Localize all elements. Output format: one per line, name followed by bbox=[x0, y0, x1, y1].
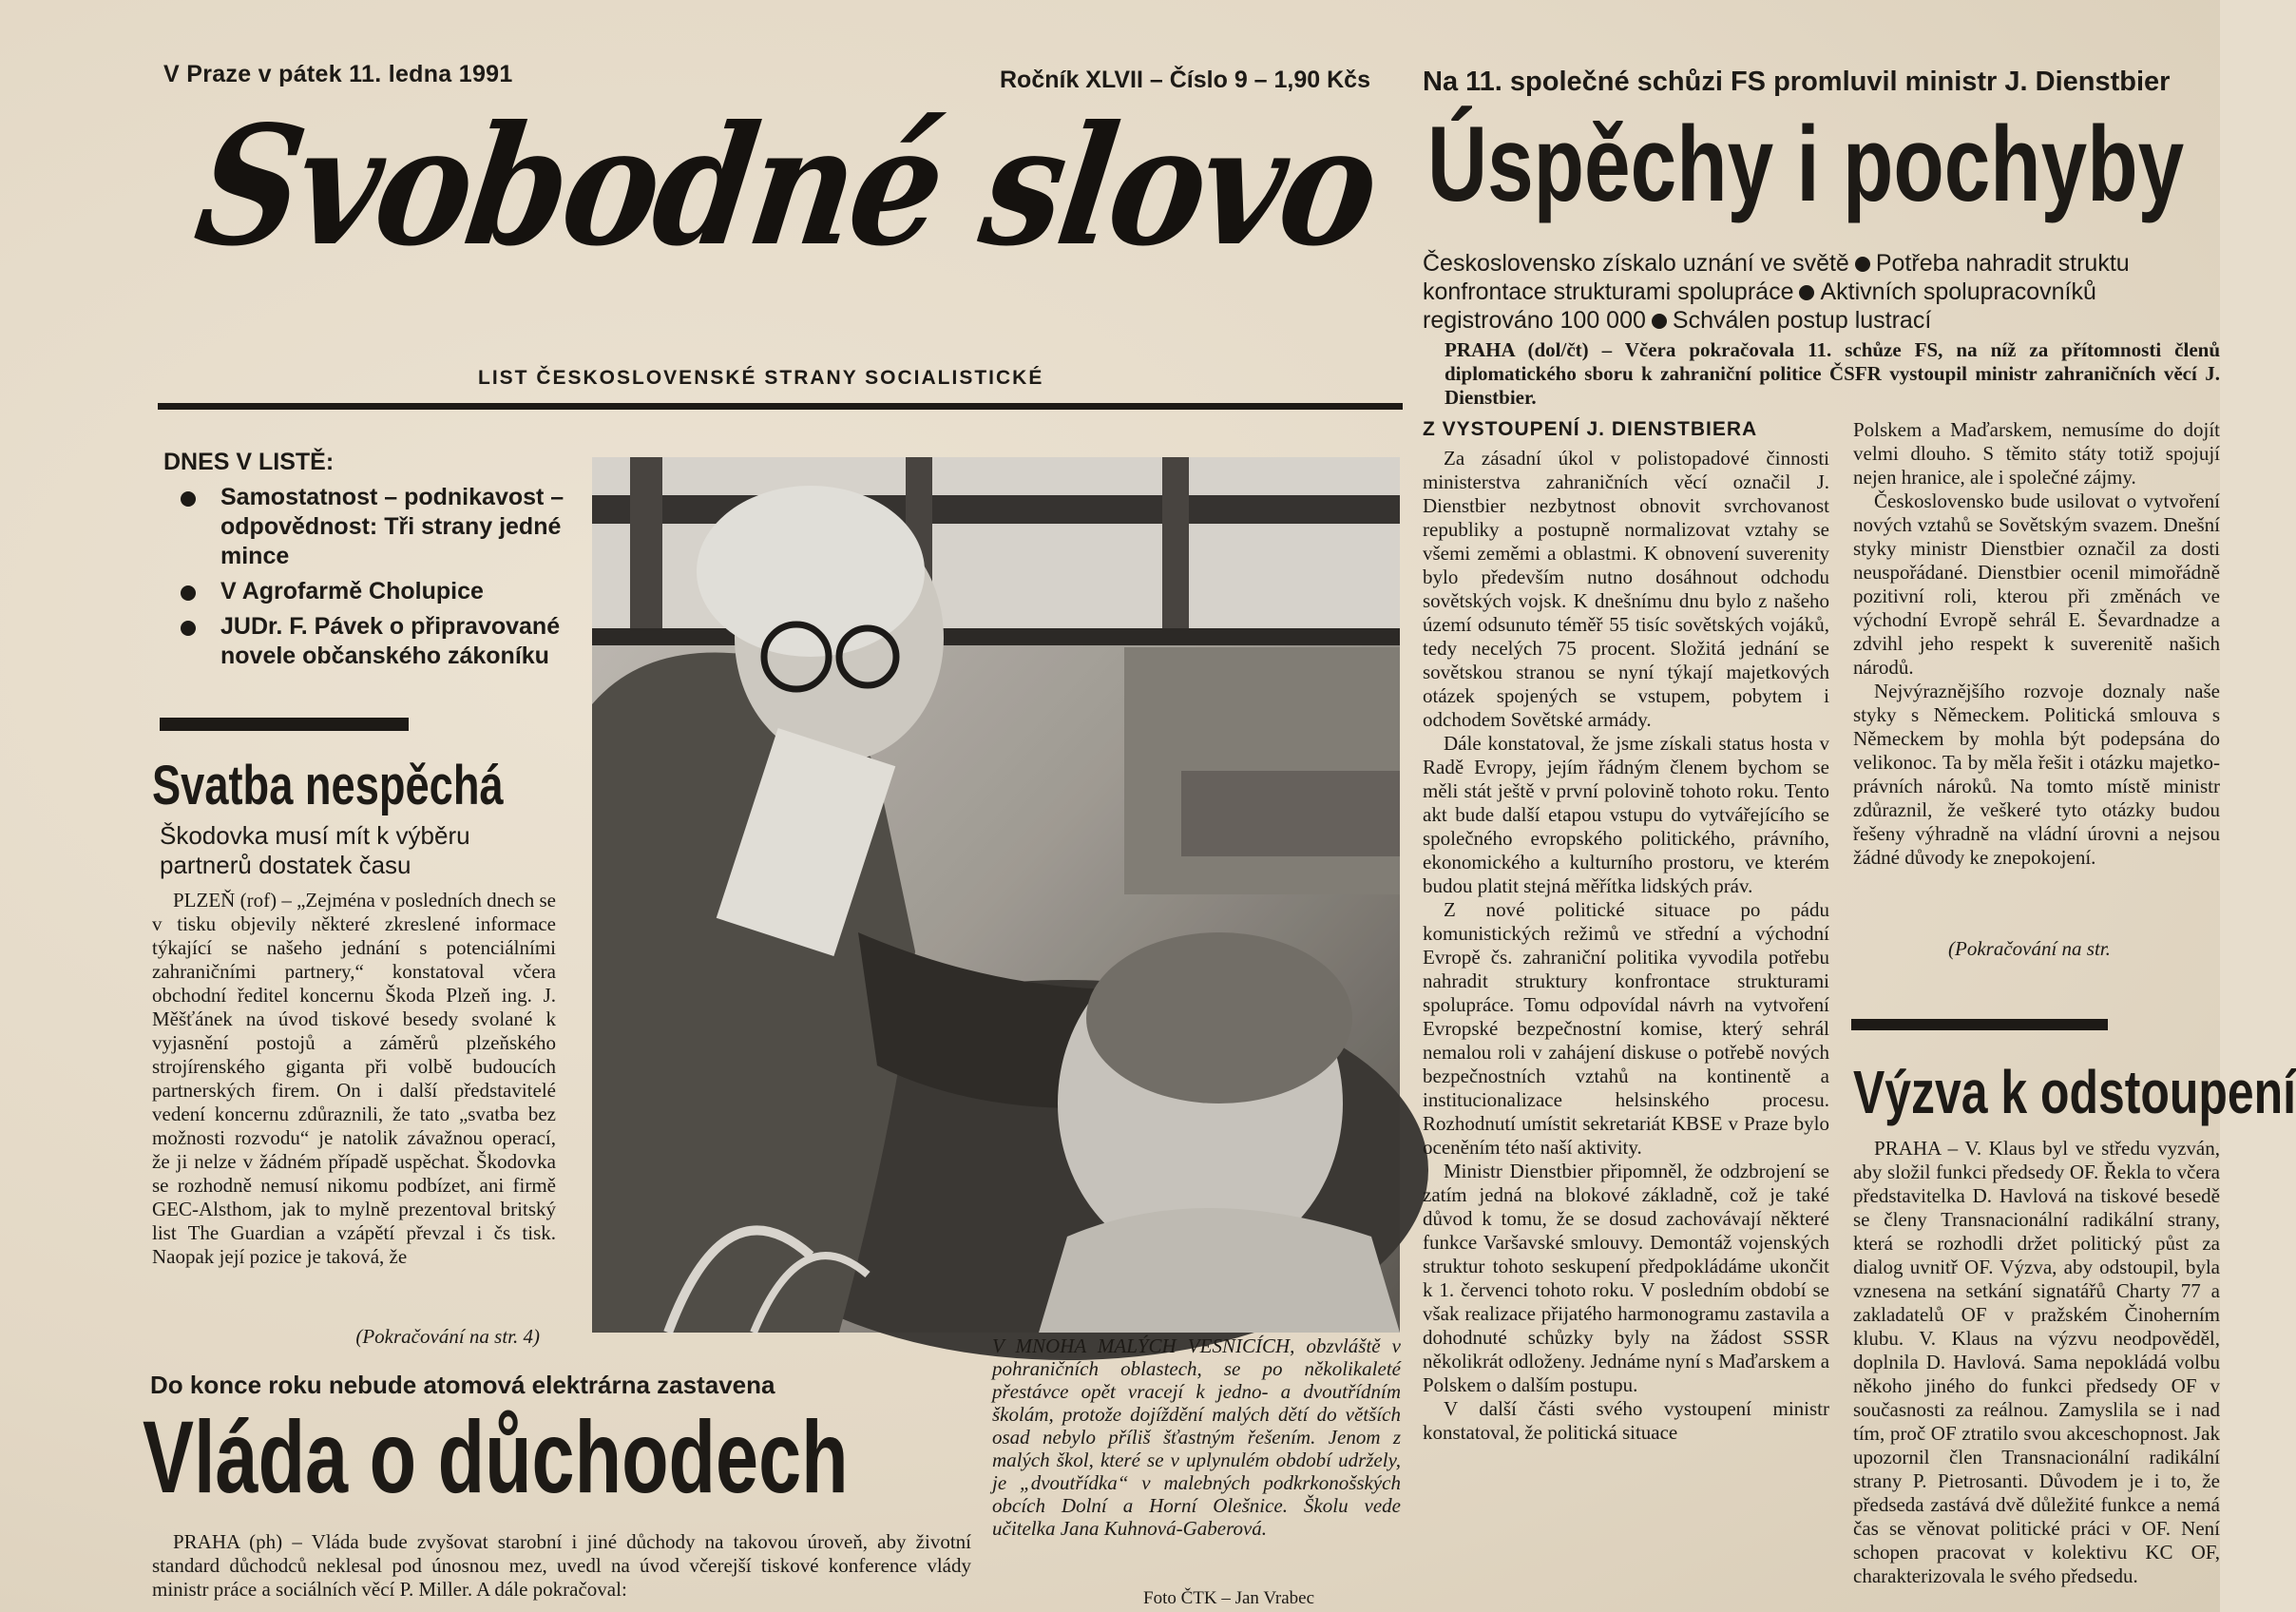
svatba-headline: Svatba nespěchá bbox=[152, 755, 504, 816]
svatba-body: PLZEŇ (rof) – „Zejména v posledních dnech se v tisku objevily některé zkreslené informace týkající se našeho jednání s potenciálními zahraničními partnery,“ konstatoval včera obchodní ředitel koncernu Škoda Plzeň ing. J. Měšťánek na úvod tiskové besedy svolané k vyjasnění postojů a záměrů plzeňského strojírenského giganta při volbě budoucích partnerských firem. On i další představitelé vedení koncernu zdůraznili, že tato „svatba bez možnosti rozvodu“ je natolik závažnou operací, že ji nelze v žádném případě uspěchat. Škodovka se rozhodně nemusí nikomu podbízet, ani firmě GEC-Alsthom, jak to mylně prezentoval britský list The Guardian a vzápětí převzal i čs tisk. Naopak její pozice je taková, že bbox=[152, 889, 556, 1268]
masthead-rule bbox=[158, 403, 1403, 410]
masthead-subtitle: LIST ČESKOSLOVENSKÉ STRANY SOCIALISTICKÉ bbox=[478, 367, 1044, 389]
vyzva-body: PRAHA – V. Klaus byl ve středu vyzván, aby složil funkci předsedy OF. Řekla to včera představitelka D. Havlová na tiskové besedě se členy Transnacionální radikální strany, která se rozhodli držet politický půst za dialog uvnitř OF. Výzva, aby odstoupil, byla vznesena na setkání signatářů Charty 77 a zakladatelů OF v pražském Činoherním klubu. V. Klaus na výzvu neodpověděl, doplnila D. Havlová. Sama nepokládá volbu někoho jiného do funkci předsedy OF v současnosti za reálnou. Zamyslila se i nad tím, proč OF ztratilo svou akceschopnost. Jak upozornil člen Transnacionální radikální strany P. Pietrosanti. Důvodem je i to, že předseda zastává dvě důležité funkce a nemá čas se věnovat politické práci v OF. Není schopen pracovat v kolektivu KC OF, charakterizovala le svého předsedu. bbox=[1853, 1137, 2220, 1587]
dienstbier-lead: PRAHA (dol/čt) – Včera pokračovala 11. schůze FS, na níž za přítomnosti členů diplomatického sboru k zahraniční politice ČSFR vystoupil ministr zahraničních věcí J. Dienstbier. bbox=[1445, 338, 2220, 409]
photo-teacher-child bbox=[592, 457, 1400, 1333]
svatba-deck: Škodovka musí mít k výběru partnerů dostatek času bbox=[160, 821, 470, 879]
bullet-dot bbox=[1799, 285, 1814, 300]
dienstbier-deck: Československo získalo uznání ve světě Potřeba nahradit struktu konfrontace strukturami spolupráce Aktivních spolupracovníků registrováno 100 000 Schválen postup lustrací bbox=[1423, 250, 2130, 334]
vlada-body: PRAHA (ph) – Vláda bude zvyšovat starobní i jiné důchody na takovou úroveň, aby životní standard důchodců neklesal pod únosnou mez, uvedl na úvod včerejší tiskové konference vlády ministr práce a sociálních věcí P. Miller. A dále pokračoval: bbox=[152, 1530, 971, 1601]
list-item: V Agrofarmě Cholupice bbox=[171, 577, 570, 606]
section-rule bbox=[160, 718, 409, 731]
list-item: JUDr. F. Pávek o připravované novele občanského zákoníku bbox=[171, 612, 570, 671]
dienstbier-continued: (Pokračování na str. bbox=[1948, 937, 2111, 960]
bullet-dot bbox=[1855, 257, 1870, 272]
vyzva-headline: Výzva k odstoupení bbox=[1853, 1058, 2296, 1126]
masthead-title: Svobodné slovo bbox=[185, 90, 1387, 283]
dienstbier-headline: Úspěchy i pochyby bbox=[1427, 105, 2185, 223]
bullet-dot bbox=[1652, 314, 1667, 329]
classroom-photo-image bbox=[592, 457, 1400, 1333]
dnes-heading: DNES V LISTĚ: bbox=[163, 449, 335, 475]
issue-info: Ročník XLVII – Číslo 9 – 1,90 Kčs bbox=[1000, 67, 1370, 93]
svatba-continued: (Pokračování na str. 4) bbox=[355, 1325, 540, 1348]
dienstbier-col2: Polskem a Maďarskem, nemusíme do dojít velmi dlouho. S těmito státy totiž spojují nejen hranice, ale i společné zájmy. Československo bude usilovat o vytvoření nových vztahů se Sovětským svazem. Dnešní styky ministr Dienstbier označil za dosti neuspořádané. Dienstbier ocenil mimořádně pozitivní roli, kterou při změnách ve východní Evropě sehrál E. Ševardnadze a zdvihl jeho respekt k suverenitě našich národů. Nejvýraznějšího rozvoje doznaly naše styky s Německem. Politická smlouva s Německem by mohla být podepsána do velikonoc. Ta by měla řešit i otázku majetko-právních nároků. Na tomto místě ministr zdůraznil, že veškeré tyto otázky budou řešeny výhradně na vládní úrovni a nejsou žádné důvody ke znepokojení. bbox=[1853, 418, 2220, 869]
photo-credit: Foto ČTK – Jan Vrabec bbox=[1143, 1588, 1315, 1608]
dateline: V Praze v pátek 11. ledna 1991 bbox=[163, 61, 513, 87]
list-item: Samostatnost – podnikavost – odpovědnost: Tři strany jedné mince bbox=[171, 483, 570, 571]
section-rule bbox=[1851, 1019, 2108, 1030]
vlada-headline: Vláda o důchodech bbox=[143, 1399, 849, 1514]
dienstbier-subhead: Z VYSTOUPENÍ J. DIENSTBIERA bbox=[1423, 418, 1758, 440]
photo-caption: V MNOHA MALÝCH VESNICÍCH, obzvláště v pohraničních oblastech, se po několikaleté přestávce opět vracejí k jedno- a dvoutřídním školám, protože dojíždění malých dětí do větších osad nebylo příliš šťastným řešením. Jenom z malých škol, které se v uplynulém období udržely, je „dvoutřídka“ v malebných podkrkonošských obcích Dolní a Horní Olešnice. Školu vede učitelka Jana Kuhnová-Gaberová. bbox=[992, 1334, 1401, 1540]
dnes-list bbox=[171, 483, 570, 677]
dienstbier-kicker: Na 11. společné schůzi FS promluvil ministr J. Dienstbier bbox=[1423, 67, 2171, 97]
vlada-kicker: Do konce roku nebude atomová elektrárna zastavena bbox=[150, 1371, 775, 1399]
dienstbier-col1: Za zásadní úkol v polistopadové činnosti ministerstva zahraničních věcí označil J. Dienstbier nezbytnost obnovit svrchovanost republiky a postupně normalizovat vztahy se všemi zeměmi a oblastmi. K obnovení suverenity bylo především nutno dosáhnout odchodu sovětských vojsk. K dnešnímu dnu bylo z našeho území odsunuto téměř 55 tisíc sovětských vojáků, tedy necelých 75 procent. Složitá jednání se sovětskou stranou se nyní týkají majetkových otázek spojených se vstupem, pobytem i odchodem Sovětské armády. Dále konstatoval, že jsme získali status hosta v Radě Evropy, jejím řádným členem bychom se měli stát ještě v první polovině tohoto roku. Tento akt bude další etapou vstupu do vytvářejícího se společného evropského politického, právního, ekonomického a kulturního prostoru, ve kterém budou platit stejná měřítka lidských práv. Z nové politické situace po pádu komunistických režimů ve střední a východní Evropě čs. zahraniční politika vyvodila potřebu nahradit struktury konfrontace strukturami spolupráce. Tomu odpovídal návrh na vytvoření Evropské bezpečnostní komise, který sehrál nemalou roli v zahájení diskuse o potřebě nových bezpečnostních vztahů na kontinentě a institucionalizace helsinského procesu. Rozhodnutí umístit sekretariát KBSE v Praze bylo oceněním této naší aktivity. Ministr Dienstbier připomněl, že odzbrojení se zatím jedná na blokové základně, což je také důvod k tomu, že se dosud zachovávají některé funkce Varšavské smlouvy. Demontáž vojenských struktur tohoto seskupení předpokládáme ukončit k 1. červenci tohoto roku. V posledním období se však realizace přijatého harmonogramu zastavila a dohodnuté schůzky byly na žádost SSSR několikrát odloženy. Jednáme nyní s Maďarskem a Polskem o dalším postupu. V další části svého vystoupení ministr konstatoval, že politická situace bbox=[1423, 447, 1830, 1444]
